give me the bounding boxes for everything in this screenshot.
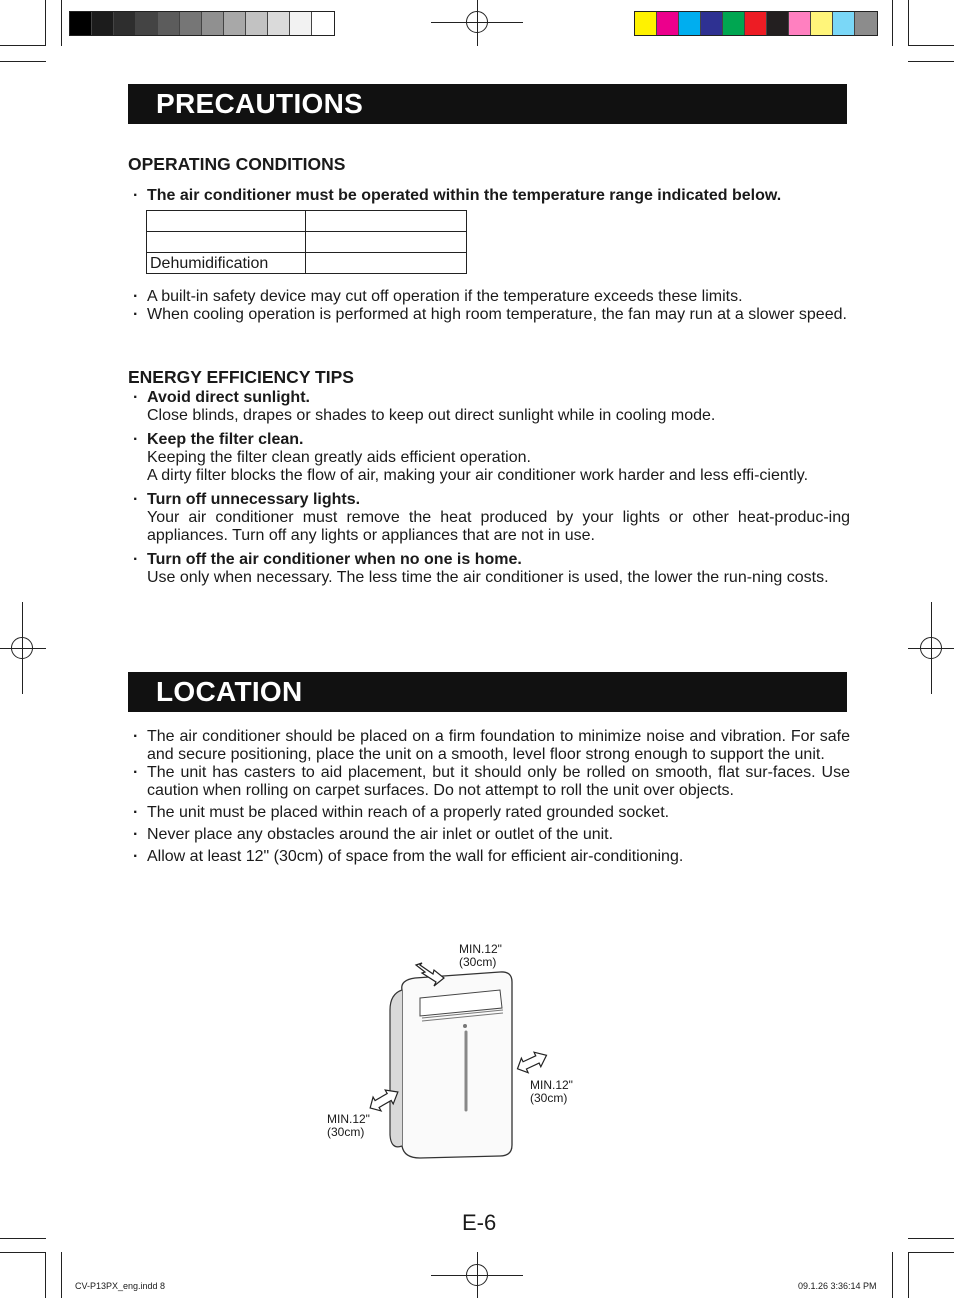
color-swatch: [657, 12, 679, 35]
crop-mark: [892, 1252, 893, 1298]
color-swatch: [745, 12, 767, 35]
color-swatch: [224, 12, 246, 35]
registration-mark: [22, 602, 23, 694]
table-row: [147, 253, 467, 274]
color-swatch: [312, 12, 334, 35]
crop-mark: [45, 0, 46, 46]
energy-tips-heading: ENERGY EFFICIENCY TIPS: [128, 367, 354, 387]
unit-logo: [463, 1024, 467, 1028]
crop-mark: [908, 1252, 909, 1298]
crop-mark: [45, 1252, 46, 1298]
unit-clearance-diagram: [360, 950, 560, 1165]
list-item: · Never place any obstacles around the air inlet or outlet of the unit.: [130, 826, 850, 844]
list-item: · When cooling operation is performed at high room temperature, the fan may run at a slower speed.: [130, 306, 850, 324]
color-swatch: [246, 12, 268, 35]
registration-mark: [931, 602, 932, 694]
table-cell: [147, 211, 306, 232]
color-bar: [634, 11, 878, 36]
double-arrow-icon: [514, 1048, 550, 1076]
registration-mark: [0, 648, 46, 649]
color-swatch: [811, 12, 833, 35]
tip-body: A dirty filter blocks the flow of air, making your air conditioner work harder and less effi-ciently.: [147, 467, 809, 484]
color-swatch: [202, 12, 224, 35]
clearance-label-top: MIN.12" (30cm): [459, 942, 502, 969]
list-item: [130, 431, 850, 485]
table-cell: [147, 232, 306, 253]
list-item: [130, 551, 850, 587]
color-swatch: [723, 12, 745, 35]
registration-mark: [477, 1252, 478, 1298]
crop-mark: [908, 1238, 954, 1239]
table-cell: [306, 253, 467, 274]
crop-mark: [908, 45, 954, 46]
crop-mark: [908, 0, 909, 46]
color-swatch: [290, 12, 312, 35]
location-list: [130, 728, 850, 866]
color-swatch: [701, 12, 723, 35]
crop-mark: [61, 1252, 62, 1298]
crop-mark: [61, 0, 62, 46]
list-item: [130, 389, 850, 425]
tip-title: · Keep the filter clean.: [147, 431, 304, 448]
tip-title: · Avoid direct sunlight.: [147, 389, 310, 406]
color-swatch: [136, 12, 158, 35]
list-item: · The unit has casters to aid placement, but it should only be rolled on smooth, flat sur-faces. Use caution when rolling on carpet surfaces. Do not attempt to roll the unit over objects.: [130, 764, 850, 800]
tip-title: · Turn off the air conditioner when no one is home.: [147, 551, 522, 568]
operating-intro: [130, 187, 850, 205]
list-item: · Allow at least 12" (30cm) of space from the wall for efficient air-conditioning.: [130, 848, 850, 866]
crop-mark: [0, 61, 46, 62]
color-swatch: [833, 12, 855, 35]
color-swatch: [767, 12, 789, 35]
crop-mark: [892, 0, 893, 46]
list-item: · The air conditioner should be placed on a firm foundation to minimize noise and vibration. For safe and secure positioning, place the unit on a smooth, level floor strong enough to support the unit.: [130, 728, 850, 764]
clearance-label-right: MIN.12" (30cm): [530, 1078, 573, 1105]
crop-mark: [908, 61, 954, 62]
color-swatch: [158, 12, 180, 35]
list-item: · The air conditioner must be operated within the temperature range indicated below.: [130, 187, 850, 205]
energy-tips-list: [130, 389, 850, 587]
crop-mark: [0, 1238, 46, 1239]
temperature-range-table: [146, 210, 467, 274]
operating-notes: [130, 288, 850, 324]
unit-side-panel: [390, 990, 402, 1147]
tip-body: Your air conditioner must remove the heat produced by your lights or other heat-produc-ing appliances. Turn off any lights or appliances that are not in use.: [147, 509, 850, 544]
operating-conditions-heading: OPERATING CONDITIONS: [128, 154, 346, 174]
color-swatch: [855, 12, 877, 35]
crop-mark: [908, 1252, 954, 1253]
table-cell: Dehumidification: [147, 253, 306, 274]
color-swatch: [789, 12, 811, 35]
grayscale-bar: [69, 11, 335, 36]
color-swatch: [180, 12, 202, 35]
tip-title: · Turn off unnecessary lights.: [147, 491, 361, 508]
page-number: E-6: [462, 1210, 497, 1235]
tip-body: Use only when necessary. The less time the air conditioner is used, the lower the run-ning costs.: [147, 569, 829, 586]
table-cell: [306, 211, 467, 232]
list-item: · The unit must be placed within reach of a properly rated grounded socket.: [130, 804, 850, 822]
list-item: [130, 491, 850, 545]
list-item: · A built-in safety device may cut off operation if the temperature exceeds these limits.: [130, 288, 850, 306]
date-slug: 09.1.26 3:36:14 PM: [798, 1281, 877, 1291]
location-heading: LOCATION: [128, 672, 847, 712]
tip-body: Close blinds, drapes or shades to keep out direct sunlight while in cooling mode.: [147, 407, 716, 424]
file-slug: CV-P13PX_eng.indd 8: [75, 1281, 166, 1291]
color-swatch: [70, 12, 92, 35]
tip-body: Keeping the filter clean greatly aids efficient operation.: [147, 449, 531, 466]
table-cell: [306, 232, 467, 253]
color-swatch: [679, 12, 701, 35]
color-swatch: [114, 12, 136, 35]
color-swatch: [268, 12, 290, 35]
color-swatch: [92, 12, 114, 35]
table-row: [147, 232, 467, 253]
clearance-label-left: MIN.12" (30cm): [327, 1112, 370, 1139]
crop-mark: [0, 1252, 46, 1253]
crop-mark: [0, 45, 46, 46]
precautions-heading: PRECAUTIONS: [128, 84, 847, 124]
color-swatch: [635, 12, 657, 35]
table-row: [147, 211, 467, 232]
registration-mark: [477, 0, 478, 46]
